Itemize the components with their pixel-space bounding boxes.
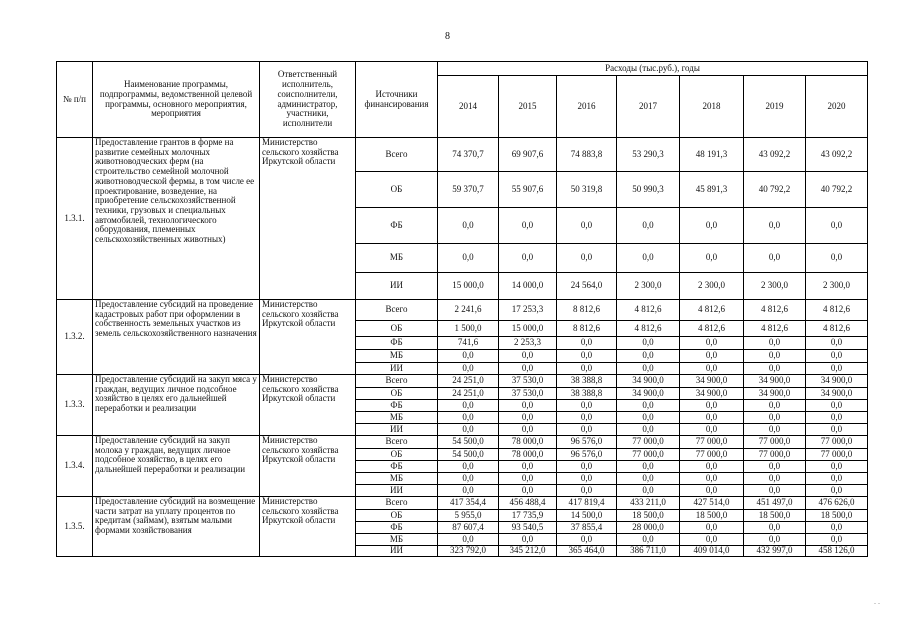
measure-name: Предоставление субсидий на закуп молока у граждан, ведущих личное подсобное хозяйство, в целях его дальнейшей переработки и реализации bbox=[93, 436, 260, 497]
measure-name: Предоставление субсидий на закуп мяса у граждан, ведущих личное подсобное хозяйство в целях его дальнейшей переработки и реализации bbox=[93, 375, 260, 436]
header-year: 2016 bbox=[557, 76, 617, 138]
expense-value: 24 564,0 bbox=[557, 273, 617, 300]
header-name: Наименование программы, подпрограммы, ведомственной целевой программы, основного мероприятия, мероприятия bbox=[93, 62, 260, 138]
funding-source: ФБ bbox=[356, 337, 438, 350]
measure-name: Предоставление субсидий на возмещение части затрат на уплату процентов по кредитам (займам), взятым малыми формами хозяйствования bbox=[93, 497, 260, 557]
expense-value: 0,0 bbox=[438, 412, 499, 424]
funding-source: МБ bbox=[356, 473, 438, 485]
header-num: № п/п bbox=[57, 62, 93, 138]
expense-value: 0,0 bbox=[617, 424, 680, 436]
expense-value: 0,0 bbox=[499, 244, 557, 273]
expense-value: 0,0 bbox=[557, 534, 617, 546]
expense-value: 18 500,0 bbox=[806, 510, 868, 522]
expense-value: 8 812,6 bbox=[557, 300, 617, 321]
expense-value: 96 576,0 bbox=[557, 436, 617, 449]
expense-value: 34 900,0 bbox=[617, 388, 680, 400]
expense-value: 40 792,2 bbox=[744, 172, 806, 208]
expense-value: 0,0 bbox=[557, 461, 617, 473]
expense-value: 0,0 bbox=[557, 350, 617, 363]
expense-value: 4 812,6 bbox=[617, 300, 680, 321]
expense-value: 0,0 bbox=[806, 534, 868, 546]
expense-value: 0,0 bbox=[557, 363, 617, 375]
expense-value: 59 370,7 bbox=[438, 172, 499, 208]
expense-value: 50 990,3 bbox=[617, 172, 680, 208]
funding-source: ОБ bbox=[356, 510, 438, 522]
funding-source: ФБ bbox=[356, 400, 438, 412]
expense-value: 0,0 bbox=[680, 473, 744, 485]
expense-value: 24 251,0 bbox=[438, 375, 499, 388]
expense-value: 24 251,0 bbox=[438, 388, 499, 400]
expense-value: 345 212,0 bbox=[499, 546, 557, 557]
expense-value: 2 241,6 bbox=[438, 300, 499, 321]
scan-mark: . . bbox=[874, 597, 880, 606]
expense-value: 0,0 bbox=[499, 208, 557, 244]
funding-source: ИИ bbox=[356, 363, 438, 375]
funding-source: МБ bbox=[356, 350, 438, 363]
expense-value: 0,0 bbox=[680, 244, 744, 273]
expense-value: 0,0 bbox=[744, 485, 806, 497]
expense-value: 34 900,0 bbox=[806, 375, 868, 388]
expense-value: 417 354,4 bbox=[438, 497, 499, 510]
expense-value: 433 211,0 bbox=[617, 497, 680, 510]
expense-value: 427 514,0 bbox=[680, 497, 744, 510]
expense-value: 0,0 bbox=[438, 350, 499, 363]
header-responsible: Ответственный исполнитель, соисполнители, администратор, участники, исполнители bbox=[260, 62, 356, 138]
table-row bbox=[57, 436, 868, 449]
expense-value: 0,0 bbox=[744, 534, 806, 546]
expense-value: 0,0 bbox=[744, 400, 806, 412]
expense-value: 45 891,3 bbox=[680, 172, 744, 208]
expense-value: 0,0 bbox=[557, 424, 617, 436]
expense-value: 0,0 bbox=[806, 208, 868, 244]
table-body bbox=[57, 138, 868, 557]
expense-value: 0,0 bbox=[680, 337, 744, 350]
expense-value: 2 300,0 bbox=[680, 273, 744, 300]
expense-value: 14 500,0 bbox=[557, 510, 617, 522]
expense-value: 0,0 bbox=[438, 363, 499, 375]
expense-value: 2 300,0 bbox=[806, 273, 868, 300]
expense-value: 34 900,0 bbox=[744, 388, 806, 400]
header-year: 2020 bbox=[806, 76, 868, 138]
funding-source: ОБ bbox=[356, 172, 438, 208]
expense-value: 0,0 bbox=[438, 244, 499, 273]
expense-value: 15 000,0 bbox=[499, 321, 557, 337]
expense-value: 34 900,0 bbox=[806, 388, 868, 400]
expense-value: 18 500,0 bbox=[744, 510, 806, 522]
funding-source: ИИ bbox=[356, 485, 438, 497]
expense-value: 0,0 bbox=[499, 461, 557, 473]
funding-source: МБ bbox=[356, 534, 438, 546]
expense-value: 417 819,4 bbox=[557, 497, 617, 510]
expense-value: 0,0 bbox=[557, 244, 617, 273]
expense-value: 38 388,8 bbox=[557, 388, 617, 400]
expense-value: 0,0 bbox=[617, 208, 680, 244]
table-row bbox=[57, 138, 868, 172]
expense-value: 17 253,3 bbox=[499, 300, 557, 321]
expense-value: 0,0 bbox=[617, 400, 680, 412]
expense-value: 0,0 bbox=[744, 473, 806, 485]
expense-value: 74 370,7 bbox=[438, 138, 499, 172]
expense-value: 0,0 bbox=[438, 400, 499, 412]
expense-value: 0,0 bbox=[438, 208, 499, 244]
expense-value: 69 907,6 bbox=[499, 138, 557, 172]
expense-value: 0,0 bbox=[617, 485, 680, 497]
header-year: 2017 bbox=[617, 76, 680, 138]
expense-value: 0,0 bbox=[744, 208, 806, 244]
expense-value: 74 883,8 bbox=[557, 138, 617, 172]
expense-value: 4 812,6 bbox=[680, 321, 744, 337]
expense-value: 0,0 bbox=[499, 412, 557, 424]
expense-value: 0,0 bbox=[617, 461, 680, 473]
expense-value: 0,0 bbox=[806, 461, 868, 473]
expense-value: 0,0 bbox=[499, 350, 557, 363]
expense-value: 77 000,0 bbox=[680, 436, 744, 449]
expense-value: 37 855,4 bbox=[557, 522, 617, 534]
expense-value: 34 900,0 bbox=[744, 375, 806, 388]
expense-value: 0,0 bbox=[617, 337, 680, 350]
expense-value: 34 900,0 bbox=[617, 375, 680, 388]
expense-value: 4 812,6 bbox=[806, 321, 868, 337]
expense-value: 456 488,4 bbox=[499, 497, 557, 510]
expense-value: 0,0 bbox=[744, 412, 806, 424]
expense-value: 0,0 bbox=[680, 400, 744, 412]
expense-value: 37 530,0 bbox=[499, 375, 557, 388]
expense-value: 0,0 bbox=[806, 424, 868, 436]
expense-value: 0,0 bbox=[557, 485, 617, 497]
expense-value: 451 497,0 bbox=[744, 497, 806, 510]
expense-value: 409 014,0 bbox=[680, 546, 744, 557]
responsible-executor: Министерство сельского хозяйства Иркутской области bbox=[260, 497, 356, 557]
measure-name: Предоставление субсидий на проведение кадастровых работ при оформлении в собственность земельных участков из земель сельскохозяйственного назначения bbox=[93, 300, 260, 375]
expense-value: 78 000,0 bbox=[499, 449, 557, 461]
expense-value: 0,0 bbox=[499, 424, 557, 436]
expense-value: 0,0 bbox=[499, 534, 557, 546]
expense-value: 0,0 bbox=[806, 350, 868, 363]
expense-value: 0,0 bbox=[438, 461, 499, 473]
expense-value: 0,0 bbox=[680, 485, 744, 497]
expense-value: 0,0 bbox=[680, 363, 744, 375]
expense-value: 2 300,0 bbox=[744, 273, 806, 300]
funding-source: ИИ bbox=[356, 273, 438, 300]
expense-value: 0,0 bbox=[806, 363, 868, 375]
expense-value: 0,0 bbox=[617, 473, 680, 485]
header-year: 2019 bbox=[744, 76, 806, 138]
expense-value: 0,0 bbox=[499, 400, 557, 412]
funding-source: ФБ bbox=[356, 461, 438, 473]
expense-value: 0,0 bbox=[744, 244, 806, 273]
funding-source: ОБ bbox=[356, 321, 438, 337]
funding-source: МБ bbox=[356, 412, 438, 424]
expense-value: 0,0 bbox=[680, 534, 744, 546]
expense-value: 37 530,0 bbox=[499, 388, 557, 400]
expense-value: 77 000,0 bbox=[617, 436, 680, 449]
expense-value: 77 000,0 bbox=[744, 436, 806, 449]
funding-source: ФБ bbox=[356, 522, 438, 534]
expense-value: 87 607,4 bbox=[438, 522, 499, 534]
expense-value: 458 126,0 bbox=[806, 546, 868, 557]
expense-value: 0,0 bbox=[680, 522, 744, 534]
expense-value: 0,0 bbox=[744, 363, 806, 375]
expense-value: 4 812,6 bbox=[680, 300, 744, 321]
expense-value: 17 735,9 bbox=[499, 510, 557, 522]
expense-value: 18 500,0 bbox=[680, 510, 744, 522]
row-number: 1.3.2. bbox=[57, 300, 93, 375]
expense-value: 77 000,0 bbox=[806, 449, 868, 461]
expense-value: 0,0 bbox=[744, 350, 806, 363]
funding-source: Всего bbox=[356, 497, 438, 510]
expense-value: 0,0 bbox=[499, 485, 557, 497]
expense-value: 0,0 bbox=[617, 412, 680, 424]
expense-value: 0,0 bbox=[438, 485, 499, 497]
expense-value: 0,0 bbox=[557, 412, 617, 424]
expense-value: 0,0 bbox=[806, 473, 868, 485]
funding-source: ОБ bbox=[356, 388, 438, 400]
responsible-executor: Министерство сельского хозяйства Иркутской области bbox=[260, 300, 356, 375]
expense-value: 0,0 bbox=[806, 400, 868, 412]
header-expenses: Расходы (тыс.руб.), годы bbox=[438, 62, 868, 76]
expense-value: 741,6 bbox=[438, 337, 499, 350]
header-year: 2015 bbox=[499, 76, 557, 138]
expense-value: 0,0 bbox=[617, 363, 680, 375]
expense-value: 0,0 bbox=[499, 473, 557, 485]
expense-value: 0,0 bbox=[744, 522, 806, 534]
expense-value: 5 955,0 bbox=[438, 510, 499, 522]
header-year: 2014 bbox=[438, 76, 499, 138]
expense-value: 28 000,0 bbox=[617, 522, 680, 534]
expense-value: 78 000,0 bbox=[499, 436, 557, 449]
expense-value: 0,0 bbox=[617, 534, 680, 546]
expense-value: 38 388,8 bbox=[557, 375, 617, 388]
expense-value: 2 300,0 bbox=[617, 273, 680, 300]
expense-value: 0,0 bbox=[680, 350, 744, 363]
expense-value: 54 500,0 bbox=[438, 449, 499, 461]
expense-value: 432 997,0 bbox=[744, 546, 806, 557]
expense-value: 476 626,0 bbox=[806, 497, 868, 510]
expense-value: 0,0 bbox=[617, 350, 680, 363]
expense-value: 34 900,0 bbox=[680, 375, 744, 388]
expense-value: 77 000,0 bbox=[617, 449, 680, 461]
funding-source: Всего bbox=[356, 300, 438, 321]
expense-value: 0,0 bbox=[806, 522, 868, 534]
expense-value: 4 812,6 bbox=[744, 321, 806, 337]
row-number: 1.3.3. bbox=[57, 375, 93, 436]
expense-value: 0,0 bbox=[680, 412, 744, 424]
funding-source: Всего bbox=[356, 138, 438, 172]
expense-value: 0,0 bbox=[806, 485, 868, 497]
expense-value: 53 290,3 bbox=[617, 138, 680, 172]
expense-value: 15 000,0 bbox=[438, 273, 499, 300]
expense-value: 0,0 bbox=[680, 461, 744, 473]
funding-source: МБ bbox=[356, 244, 438, 273]
funding-source: ФБ bbox=[356, 208, 438, 244]
expense-value: 386 711,0 bbox=[617, 546, 680, 557]
expense-value: 4 812,6 bbox=[617, 321, 680, 337]
expense-value: 0,0 bbox=[680, 208, 744, 244]
funding-source: ИИ bbox=[356, 546, 438, 557]
expense-value: 0,0 bbox=[438, 424, 499, 436]
funding-source: ИИ bbox=[356, 424, 438, 436]
funding-source: Всего bbox=[356, 375, 438, 388]
row-number: 1.3.5. bbox=[57, 497, 93, 557]
expense-value: 55 907,6 bbox=[499, 172, 557, 208]
expenses-table bbox=[56, 61, 868, 557]
expense-value: 0,0 bbox=[744, 337, 806, 350]
row-number: 1.3.4. bbox=[57, 436, 93, 497]
expense-value: 43 092,2 bbox=[806, 138, 868, 172]
expense-value: 0,0 bbox=[806, 337, 868, 350]
expense-value: 0,0 bbox=[557, 337, 617, 350]
expense-value: 0,0 bbox=[557, 473, 617, 485]
expense-value: 1 500,0 bbox=[438, 321, 499, 337]
expense-value: 77 000,0 bbox=[806, 436, 868, 449]
expense-value: 48 191,3 bbox=[680, 138, 744, 172]
header-year: 2018 bbox=[680, 76, 744, 138]
expense-value: 0,0 bbox=[617, 244, 680, 273]
responsible-executor: Министерство сельского хозяйства Иркутской области bbox=[260, 375, 356, 436]
expense-value: 34 900,0 bbox=[680, 388, 744, 400]
expense-value: 0,0 bbox=[438, 534, 499, 546]
expense-value: 0,0 bbox=[557, 400, 617, 412]
expense-value: 0,0 bbox=[744, 461, 806, 473]
header-source: Источники финансирования bbox=[356, 62, 438, 138]
expense-value: 43 092,2 bbox=[744, 138, 806, 172]
expense-value: 0,0 bbox=[680, 424, 744, 436]
expense-value: 2 253,3 bbox=[499, 337, 557, 350]
measure-name: Предоставление грантов в форме на развитие семейных молочных животноводческих ферм (на строительство семейной молочной животноводческой фермы, в том числе ее проектирование, возведение, на приобретение сельскохозяйственной техники, грузовых и специальных автомобилей, технологического оборудования, племенных сельскохозяйственных животных) bbox=[93, 138, 260, 300]
table-row bbox=[57, 497, 868, 510]
expense-value: 8 812,6 bbox=[557, 321, 617, 337]
table-row bbox=[57, 300, 868, 321]
expense-value: 4 812,6 bbox=[744, 300, 806, 321]
expense-value: 18 500,0 bbox=[617, 510, 680, 522]
expense-value: 365 464,0 bbox=[557, 546, 617, 557]
expense-value: 0,0 bbox=[806, 412, 868, 424]
responsible-executor: Министерство сельского хозяйства Иркутской области bbox=[260, 436, 356, 497]
expense-value: 40 792,2 bbox=[806, 172, 868, 208]
expense-value: 77 000,0 bbox=[680, 449, 744, 461]
expense-value: 14 000,0 bbox=[499, 273, 557, 300]
row-number: 1.3.1. bbox=[57, 138, 93, 300]
expense-value: 0,0 bbox=[806, 244, 868, 273]
expense-value: 96 576,0 bbox=[557, 449, 617, 461]
expense-value: 50 319,8 bbox=[557, 172, 617, 208]
funding-source: ОБ bbox=[356, 449, 438, 461]
expense-value: 0,0 bbox=[557, 208, 617, 244]
funding-source: Всего bbox=[356, 436, 438, 449]
page-number: 8 bbox=[445, 31, 450, 42]
expense-value: 323 792,0 bbox=[438, 546, 499, 557]
expense-value: 0,0 bbox=[499, 363, 557, 375]
table-row bbox=[57, 375, 868, 388]
expense-value: 77 000,0 bbox=[744, 449, 806, 461]
expense-value: 93 540,5 bbox=[499, 522, 557, 534]
expense-value: 0,0 bbox=[744, 424, 806, 436]
responsible-executor: Министерство сельского хозяйства Иркутской области bbox=[260, 138, 356, 300]
expense-value: 0,0 bbox=[438, 473, 499, 485]
expense-value: 54 500,0 bbox=[438, 436, 499, 449]
expense-value: 4 812,6 bbox=[806, 300, 868, 321]
